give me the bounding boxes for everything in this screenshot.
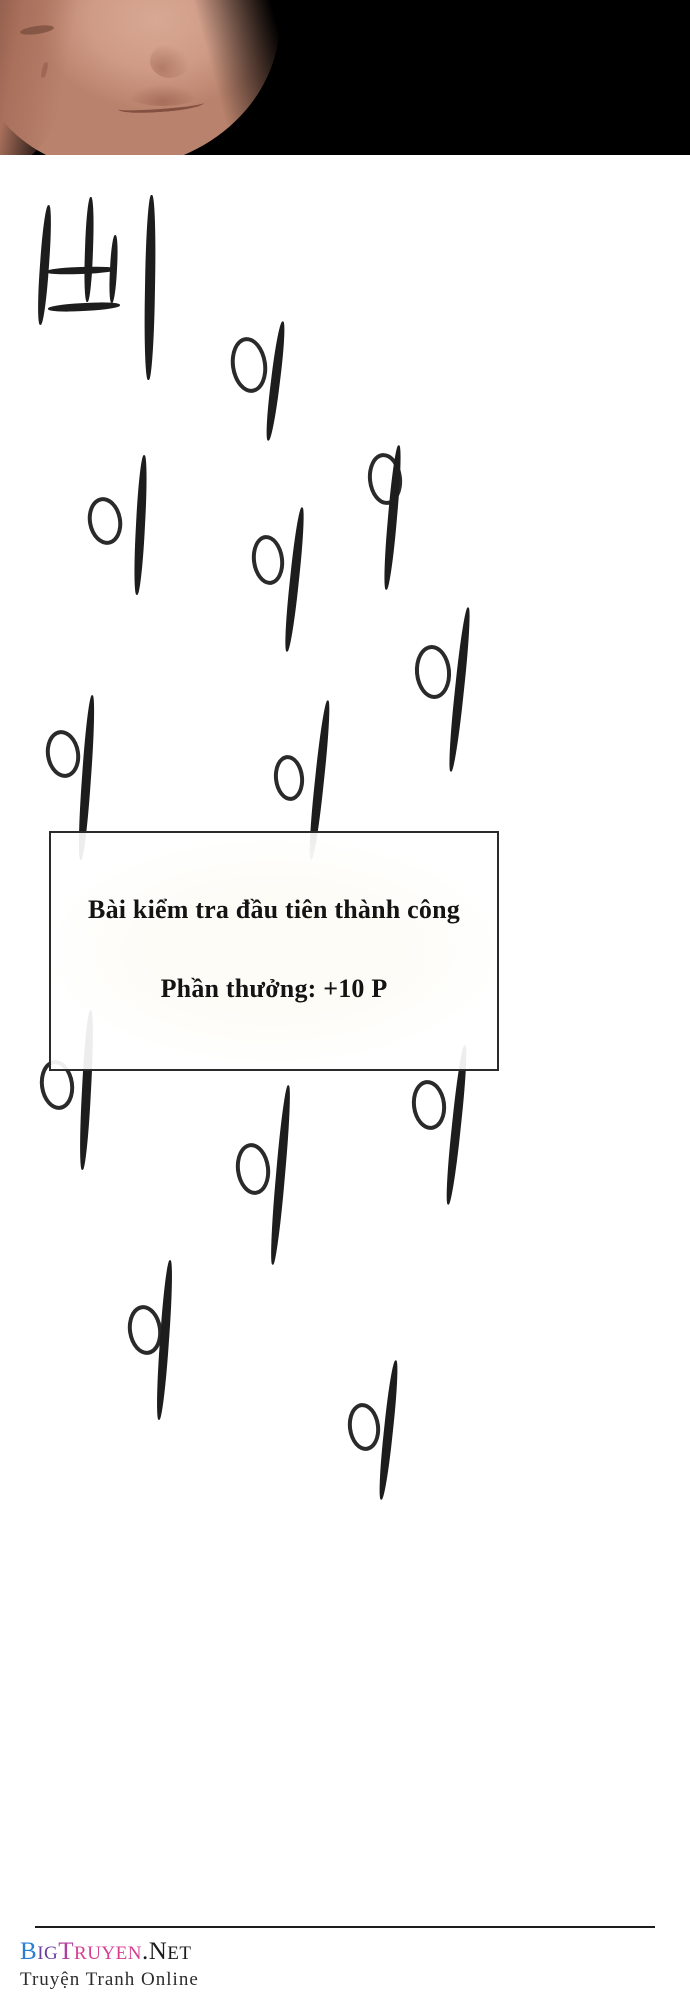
- brush-ring: [249, 533, 287, 587]
- brush-stroke: [282, 507, 306, 652]
- character-face-panel: [0, 0, 690, 155]
- system-message-inner: [51, 833, 497, 1069]
- watermark-line-2: Truyện Tranh Online: [20, 1969, 199, 1990]
- brush-ring: [233, 1141, 273, 1197]
- brush-ring: [227, 335, 270, 395]
- brush-stroke: [264, 321, 288, 441]
- brush-stroke: [83, 197, 95, 302]
- brush-stroke: [108, 235, 119, 303]
- system-message-line-2: Phần thưởng: +10 P: [160, 974, 388, 1003]
- brush-ring: [42, 728, 83, 781]
- brush-ring: [409, 1078, 449, 1132]
- nose-shading: [150, 44, 190, 78]
- watermark-part-et: ET: [167, 1943, 192, 1964]
- watermark-part-b: B: [20, 1938, 38, 1965]
- brush-ring: [84, 494, 126, 547]
- site-watermark: [20, 1938, 320, 1994]
- brush-stroke: [268, 1085, 293, 1265]
- brush-stroke: [46, 266, 116, 275]
- brush-stroke: [48, 301, 120, 313]
- footer-divider: [35, 1926, 655, 1928]
- system-message-box: [49, 831, 499, 1071]
- watermark-part-n: .N: [141, 1938, 168, 1965]
- watermark-part-ig: IG: [37, 1943, 59, 1964]
- brush-stroke: [446, 607, 472, 772]
- brush-ring: [345, 1401, 383, 1453]
- watermark-part-t: T: [58, 1938, 75, 1965]
- panel-dark-edge: [185, 0, 305, 155]
- brush-ring: [272, 754, 307, 803]
- system-message-line-1: Bài kiểm tra đầu tiên thành công: [88, 895, 460, 924]
- brush-ring: [413, 644, 454, 701]
- brush-stroke: [143, 195, 156, 380]
- watermark-part-ruyen: RUYEN: [74, 1943, 142, 1964]
- brush-stroke: [132, 455, 148, 595]
- watermark-line-1: [20, 1938, 320, 1968]
